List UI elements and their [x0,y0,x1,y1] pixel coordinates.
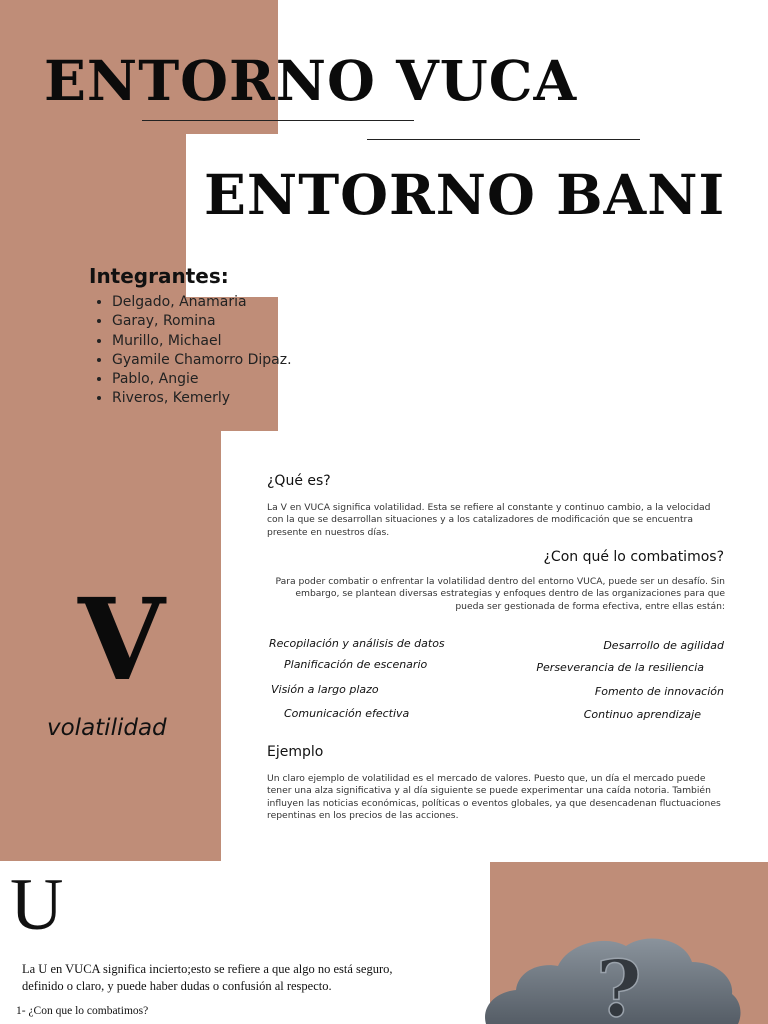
member-item: • Riveros, Kemerly [112,389,292,408]
member-item: • Garay, Romina [112,312,292,331]
title-bani: ENTORNO BANI [204,162,726,227]
title-vuca: ENTORNO VUCA [44,48,578,113]
uncertainty-text: La U en VUCA significa incierto;esto se refiere a que algo no está seguro, definido o claro, y puede haber dudas o confusión al respecto. [22,962,393,993]
members-heading: Integrantes: [89,264,229,288]
strategy-item: Recopilación y análisis de datos [269,637,445,650]
title-underline-2 [367,139,640,140]
member-item: • Murillo, Michael [112,332,292,351]
storm-cloud-question-icon [476,928,746,1024]
member-item: • Pablo, Angie [112,370,292,389]
strategy-item: Continuo aprendizaje [583,708,701,721]
members-list [96,293,292,409]
volatility-letter: V [78,575,165,706]
what-heading: ¿Qué es? [267,473,331,489]
uncertainty-letter: U [10,864,64,946]
strategy-item: Planificación de escenario [284,658,428,671]
strategy-item: Desarrollo de agilidad [603,639,724,652]
volatility-word: volatilidad [47,715,167,741]
example-text: Un claro ejemplo de volatilidad es el mercado de valores. Puesto que, un día el mercado puede tener una alza significativa y al día siguiente se puede experimentar una caída notoria. También influyen las noticias económicas, políticas o eventos globales, ya que desencadenan fluctuaciones repentinas en los precios de las acciones. [267,773,721,821]
strategy-item: Perseverancia de la resiliencia [536,661,704,674]
member-item: • Gyamile Chamorro Dipaz. [112,351,292,370]
combat-heading: ¿Con qué lo combatimos? [543,549,724,565]
strategy-item: Visión a largo plazo [271,683,379,696]
member-item: • Delgado, Anamaria [112,293,292,312]
combat-text: Para poder combatir o enfrentar la volatilidad dentro del entorno VUCA, puede ser un desafío. Sin embargo, se plantean diversas estrategias y enfoques dentro de las organizaciones para que pueda ser gestionada de forma efectiva, entre ellas están: [275,576,725,612]
uncertainty-question: 1- ¿Con que lo combatimos? [16,1005,149,1017]
what-text: La V en VUCA significa volatilidad. Esta se refiere al constante y continuo cambio, a la velocidad con la que se desarrollan situaciones y a los catalizadores de modificación que se encuentra presente en nuestros días. [267,502,711,538]
strategy-item: Fomento de innovación [594,685,724,698]
strategy-item: Comunicación efectiva [284,707,410,720]
title-underline-1 [142,120,414,121]
question-mark: ? [596,944,642,1024]
example-heading: Ejemplo [267,744,324,760]
